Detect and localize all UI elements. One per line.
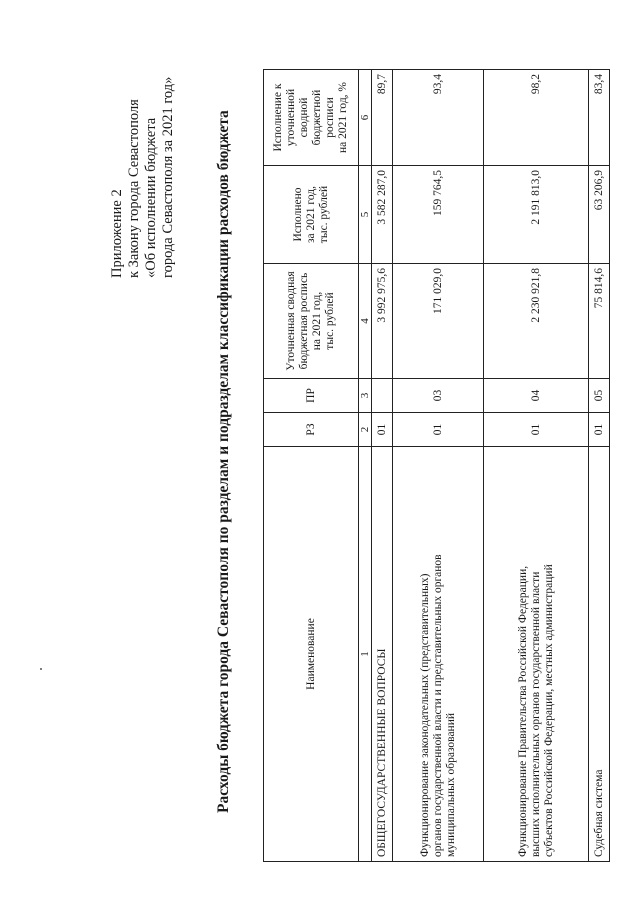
table-header-row (264, 70, 359, 862)
column-number: 4 (359, 264, 372, 379)
document-title: Расходы бюджета города Севастополя по разделам и подразделам классификации расходов бюджета (215, 110, 232, 813)
row-name-line: муниципальных образований (444, 712, 457, 857)
column-number: 3 (359, 379, 372, 413)
row-plan: 2 230 921,8 (484, 264, 589, 379)
header-plan-line: бюджетная роспись (298, 272, 310, 370)
header-plan (264, 264, 359, 379)
header-plan-line: тыс. рублей (324, 292, 336, 350)
row-name (393, 447, 484, 862)
header-pct-line: уточненной (285, 88, 297, 147)
row-pr: 03 (393, 379, 484, 413)
row-name-line: высших исполнительных органов государственной власти (529, 571, 542, 857)
row-name (589, 447, 610, 862)
row-pct: 89,7 (372, 70, 393, 166)
row-pct: 83,4 (589, 70, 610, 166)
appendix-line-4: города Севастополя за 2021 год» (160, 76, 176, 278)
column-number: 2 (359, 413, 372, 447)
table-row (393, 70, 484, 862)
row-plan: 75 814,6 (589, 264, 610, 379)
row-plan: 171 029,0 (393, 264, 484, 379)
row-name (484, 447, 589, 862)
row-pr: 04 (484, 379, 589, 413)
row-rz: 01 (393, 413, 484, 447)
header-pct-line: на 2021 год, % (337, 81, 349, 154)
header-pct-line: росписи (324, 97, 336, 138)
row-pr: 05 (589, 379, 610, 413)
column-number-row (359, 70, 372, 862)
row-rz: 01 (589, 413, 610, 447)
header-pr: ПР (264, 379, 359, 413)
column-number: 1 (359, 447, 372, 862)
row-rz: 01 (372, 413, 393, 447)
header-pct-line: сводной (298, 97, 310, 138)
row-name-line: субъектов Российской Федерации, местных администраций (542, 564, 555, 857)
row-pct: 93,4 (393, 70, 484, 166)
row-name-line: Функционирование законодательных (представительных) (418, 573, 431, 857)
appendix-line-3: «Об исполнении бюджета (143, 117, 159, 278)
header-pct (264, 70, 359, 166)
header-name: Наименование (264, 447, 359, 862)
header-rz: РЗ (264, 413, 359, 447)
header-plan-line: на 2021 год, (311, 291, 323, 351)
header-exec-line: за 2021 год, (304, 186, 317, 243)
table-row (484, 70, 589, 862)
header-plan-line: Уточненная сводная (285, 271, 297, 371)
appendix-block (109, 77, 177, 278)
row-name (372, 447, 393, 862)
table-row (372, 70, 393, 862)
row-rz: 01 (484, 413, 589, 447)
row-exec: 159 764,5 (393, 166, 484, 264)
header-pct-line: бюджетной (311, 89, 323, 146)
header-exec-line: тыс. рублей (317, 185, 330, 244)
appendix-line-1: Приложение 2 (109, 189, 125, 278)
table-row (589, 70, 610, 862)
budget-table (263, 69, 610, 862)
row-pct: 98,2 (484, 70, 589, 166)
header-exec-line: Исполнено (291, 187, 304, 242)
row-name-line: органов государственной власти и представительных органов (431, 554, 444, 857)
row-exec: 3 582 287,0 (372, 166, 393, 264)
appendix-line-2: к Закону города Севастополя (126, 99, 142, 278)
row-exec: 2 191 813,0 (484, 166, 589, 264)
row-pr (372, 379, 393, 413)
row-name-line: Функционирование Правительства Российской Федерации, (516, 565, 529, 857)
column-number: 6 (359, 70, 372, 166)
header-exec (264, 166, 359, 264)
row-name-line: Судебная система (592, 769, 605, 857)
column-number: 5 (359, 166, 372, 264)
row-plan: 3 992 975,6 (372, 264, 393, 379)
row-name-line: ОБЩЕГОСУДАРСТВЕННЫЕ ВОПРОСЫ (375, 648, 388, 857)
row-exec: 63 206,9 (589, 166, 610, 264)
header-pct-line: Исполнение к (272, 83, 284, 152)
